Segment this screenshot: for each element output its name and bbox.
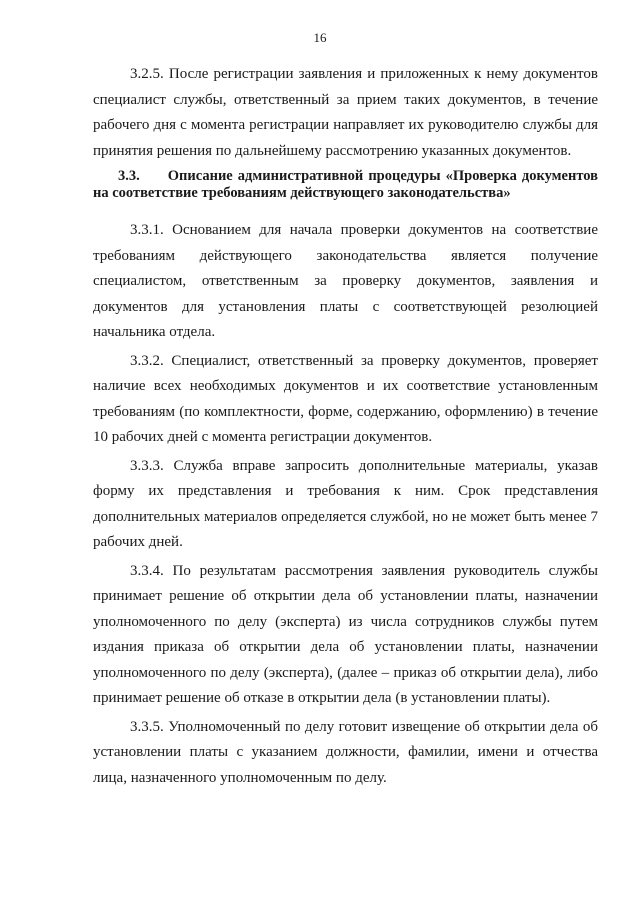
paragraph-3-3-5: 3.3.5. Уполномоченный по делу готовит извещение об открытии дела об установлении платы с указанием должности, фамилии, имени и отчества лица, назначенного уполномоченным по делу.	[93, 718, 598, 786]
paragraph-3-3-1: 3.3.1. Основанием для начала проверки документов на соответствие требованиям действующего законодательства является получение специалистом, ответственным за проверку документов, заявления и документов для установления платы с соответствующей резолюцией начальника отдела.	[93, 222, 598, 340]
document-body	[93, 62, 598, 794]
page-number: 16	[313, 30, 327, 45]
section-number: 3.3.	[118, 168, 140, 184]
paragraph-3-3-3: 3.3.3. Служба вправе запросить дополнительные материалы, указав форму их представления и требования к ним. Срок представления дополнительных материалов определяется службой, но не может быть менее 7 рабочих дней.	[93, 457, 598, 550]
paragraph-3-2-5: 3.2.5. После регистрации заявления и приложенных к нему документов специалист службы, ответственный за прием таких документов, в течение рабочего дня с момента регистрации направляет их руководителю службы для принятия решения по дальнейшему рассмотрению указанных документов.	[93, 66, 598, 159]
paragraph-3-3-2: 3.3.2. Специалист, ответственный за проверку документов, проверяет наличие всех необходимых документов и их соответствие установленным требованиям (по комплектности, форме, содержанию, оформлению) в течение 10 рабочих дней с момента регистрации документов.	[93, 352, 598, 445]
section-title: Описание административной процедуры «Проверка документов на соответствие требованиям действующего законодательства»	[93, 168, 598, 201]
paragraph-3-3-4: 3.3.4. По результатам рассмотрения заявления руководитель службы принимает решение об открытии дела об установлении платы, назначении уполномоченного по делу (эксперта) из числа сотрудников службы путем издания приказа об открытии дела об установлении платы, назначении уполномоченного по делу (эксперта), (далее – приказ об открытии дела), либо принимает решение об отказе в открытии дела (в установлении платы).	[93, 562, 598, 706]
section-heading	[93, 168, 598, 202]
